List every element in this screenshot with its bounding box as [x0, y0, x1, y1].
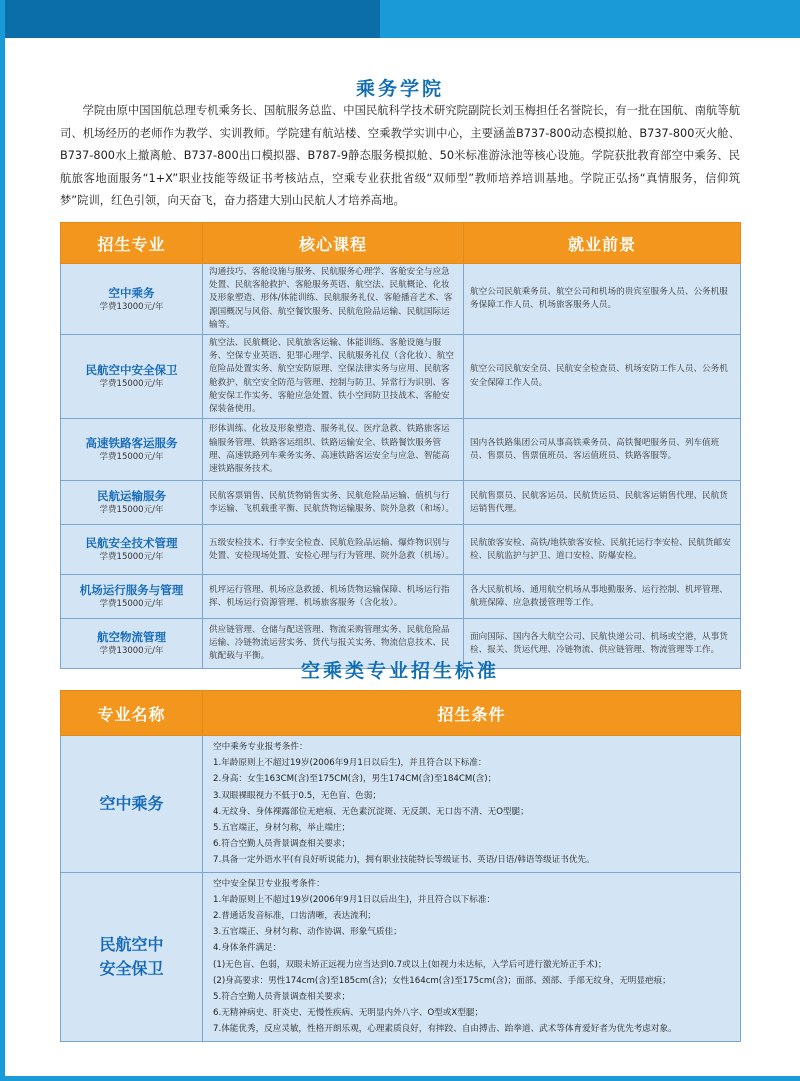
- major-career: 民航售票员、民航客运员、民航货运员、民航客运销售代理、民航货运销售代理。: [464, 481, 741, 525]
- major-courses: 五级安检技术、行李安全检查、民航危险品运输、爆炸物识别与处置、安检现场处置、安检心理与行为管理、院外急救（机场）。: [203, 525, 464, 575]
- requirement-line: 7.体能优秀，反应灵敏，性格开朗乐观，心理素质良好，有摔跤、自由搏击、跆拳道、武术等体育爱好者为优先考虑对象。: [213, 1024, 677, 1035]
- standard-name-cell: [61, 736, 203, 873]
- major-career: 国内各铁路集团公司从事高铁乘务员、高铁餐吧服务员、列车值班员、售票员、售票值班员、客运值班员、铁路客服等。: [464, 419, 741, 481]
- major-career: 航空公司民航安全员、民航安全检查员、机场安防工作人员、公务机安全保障工作人员。: [464, 335, 741, 419]
- header-courses: 核心课程: [203, 223, 464, 264]
- major-row: [61, 481, 741, 525]
- major-row: [61, 264, 741, 335]
- major-career: 面向国际、国内各大航空公司、民航快递公司、机场或空港，从事货检、报关、货运代理、冷链物流、供应链管理、物流管理等工作。: [464, 619, 741, 669]
- requirement-line: 空中安全保卫专业报考条件：: [213, 878, 325, 889]
- requirement-line: 6.无精神病史、肝炎史、无慢性疾病、无明显内外八字、O型或X型腿；: [213, 1008, 484, 1019]
- major-row: [61, 525, 741, 575]
- major-cell: [61, 525, 203, 575]
- standard-major-name: 空中乘务: [99, 793, 164, 813]
- standard-row: [61, 736, 741, 873]
- bottom-decor-bar: [0, 1076, 800, 1081]
- requirement-line: 5.五官端正，身材匀称，举止端庄；: [213, 823, 351, 834]
- requirement-line: 3.五官端正、身材匀称、动作协调、形象气质佳；: [213, 927, 402, 938]
- major-courses: 供应链管理、仓储与配送管理、物流采购管理实务、民航危险品运输、冷链物流运营实务、货代与报关实务、物流信息技术、民航配载与平衡。: [203, 619, 464, 669]
- majors-table-header: [61, 223, 741, 264]
- left-decor-bar: [0, 0, 5, 1081]
- major-fee: 学费15000元/年: [99, 379, 164, 390]
- requirement-line: 空中乘务专业报考条件：: [213, 742, 308, 752]
- major-courses: 形体训练、化妆及形象塑造、服务礼仪、医疗急救、铁路旅客运输服务管理、铁路客运组织、铁路运输安全、铁路餐饮服务管理、高速铁路列车乘务实务、高速铁路客运安全与应急、智能高速铁路服务技术。: [203, 419, 464, 481]
- requirement-line: 1.年龄原则上不超过19岁(2006年9月1日以后出生)，并且符合以下标准：: [213, 894, 496, 905]
- major-name: 民航运输服务: [97, 489, 166, 504]
- requirement-line: 4.身体条件满足：: [213, 943, 282, 954]
- major-name: 空中乘务: [108, 285, 155, 300]
- majors-table: [60, 222, 741, 669]
- major-career: 民航旅客安检、高铁/地铁旅客安检、民航托运行李安检、民航货邮安检、民航监护与护卫、道口安检、防爆安检。: [464, 525, 741, 575]
- major-fee: 学费15000元/年: [99, 552, 164, 563]
- major-row: [61, 575, 741, 619]
- header-requirements: 招生条件: [203, 691, 741, 736]
- section-title-standards: 空乘类专业招生标准: [300, 660, 499, 682]
- major-name: 民航空中安全保卫: [85, 363, 178, 378]
- major-courses: 沟通技巧、客舱设施与服务、民航服务心理学、客舱安全与应急处置、民航客舱救护、客舱服务英语、航空法、民航概论、化妆及形象塑造、形体/体能训练、民航服务礼仪、客舱播音艺术、客源国概况与风俗、航空餐饮服务、民航危险品运输、民航国际运输等。: [203, 264, 464, 335]
- major-courses: 机坪运行管理、机场应急救援、机场货物运输保障、机场运行指挥、机场运行资源管理、机场旅客服务（含化妆）。: [203, 575, 464, 619]
- major-cell: [61, 481, 203, 525]
- requirement-line: (2)身高要求：男性174cm(含)至185cm(含)；女性164cm(含)至175cm(含)；面部、颈部、手部无纹身，无明显疤痕；: [213, 975, 671, 986]
- major-fee: 学费13000元/年: [99, 301, 164, 312]
- major-row: [61, 335, 741, 419]
- standard-name-cell: [61, 872, 203, 1041]
- requirement-line: 1.年龄原则上不超过19岁(2006年9月1日以后生)，并且符合以下标准：: [213, 758, 487, 769]
- college-intro-paragraph: 学院由原中国国航总理专机乘务长、国航服务总监、中国民航科学技术研究院副院长刘玉梅担任名誉院长，有一批在国航、南航等航司、机场经历的老师作为教学、实训教师。学院建有航站楼、空乘教学实训中心，主要涵盖B737-800动态模拟舱、B737-800灭火舱、B737-800水上撤离舱、B737-800出口模拟器、B787-9静态服务模拟舱、50米标准游泳池等核心设施。学院获批教育部空中乘务、民航旅客地面服务“1+X”职业技能等级证书考核站点，空乘专业获批省级“双师型”教师培养培训基地。学院正弘扬“真情服务，信仰筑梦”院训，红色引领，向天奋飞，奋力搭建大别山民航人才培养高地。: [60, 104, 740, 207]
- standards-table: [60, 690, 741, 1042]
- major-cell: [61, 335, 203, 419]
- requirement-line: 3.双眼裸眼视力不低于0.5，无色盲、色弱；: [213, 790, 381, 801]
- standard-requirements-cell: [203, 736, 741, 873]
- major-name: 民航安全技术管理: [85, 536, 178, 551]
- standard-major-name: 安全保卫: [99, 958, 164, 978]
- requirement-line: 5.符合空勤人员背景调查相关要求；: [213, 992, 351, 1003]
- major-fee: 学费15000元/年: [99, 599, 164, 610]
- major-fee: 学费15000元/年: [99, 505, 164, 516]
- requirement-line: 6.符合空勤人员背景调查相关要求；: [213, 839, 351, 850]
- requirement-line: 4.无纹身、身体裸露部位无疤痕、无色素沉淀斑、无反颌、无口齿不清、无O型腿；: [213, 806, 529, 817]
- major-courses: 航空法、民航概论、民航旅客运输、体能训练、客舱设施与服务、空保专业英语、犯罪心理学、民航服务礼仪（含化妆）、航空危险品处置实务、航空安防原理、空保法律实务与应用、民航客舱救护、航空安全防范与管理、控制与防卫、异常行为识别、客舱安保工作实务、客舱应急处置、铁小空间防卫技战术、客舱安保装备使用。: [203, 335, 464, 419]
- header-career: 就业前景: [464, 223, 741, 264]
- requirement-line: 2.身高：女生163CM(含)至175CM(含)，男生174CM(含)至184CM(含)；: [213, 774, 497, 785]
- major-name: 航空物流管理: [97, 630, 166, 645]
- standard-requirements-cell: [203, 872, 741, 1041]
- major-cell: [61, 419, 203, 481]
- requirement-line: 2.普通话发音标准，口齿清晰，表达流利；: [213, 911, 376, 922]
- standard-row: [61, 872, 741, 1041]
- major-fee: 学费15000元/年: [99, 452, 164, 463]
- section-title-college: 乘务学院: [355, 78, 444, 100]
- major-name: 高速铁路客运服务: [85, 436, 178, 451]
- major-fee: 学费13000元/年: [99, 646, 164, 657]
- major-cell: [61, 575, 203, 619]
- major-career: 航空公司民航乘务员、航空公司和机场的贵宾室服务人员、公务机服务保障工作人员、机场旅客服务人员。: [464, 264, 741, 335]
- top-decor-bar: [0, 0, 800, 38]
- standard-major-name: 民航空中: [99, 934, 164, 954]
- requirement-line: 7.具备一定外语水平(有良好听说能力)，拥有职业技能特长等级证书、英语/日语/韩语等级证书优先。: [213, 855, 595, 866]
- major-row: [61, 419, 741, 481]
- major-name: 机场运行服务与管理: [79, 583, 184, 598]
- major-cell: [61, 264, 203, 335]
- major-career: 各大民航机场、通用航空机场从事地勤服务、运行控制、机坪管理、航班保障、应急救援管理等工作。: [464, 575, 741, 619]
- requirement-line: (1)无色盲、色弱，双眼未矫正远视力应当达到0.7或以上(如视力未达标，入学后可进行激光矫正手术)；: [213, 959, 607, 970]
- standards-table-header: [61, 691, 741, 736]
- header-major: 招生专业: [61, 223, 203, 264]
- header-major-name: 专业名称: [61, 691, 203, 736]
- major-courses: 民航客票销售、民航货物销售实务、民航危险品运输、值机与行李运输、飞机载重平衡、民航货物运输服务、院外急救（和场）。: [203, 481, 464, 525]
